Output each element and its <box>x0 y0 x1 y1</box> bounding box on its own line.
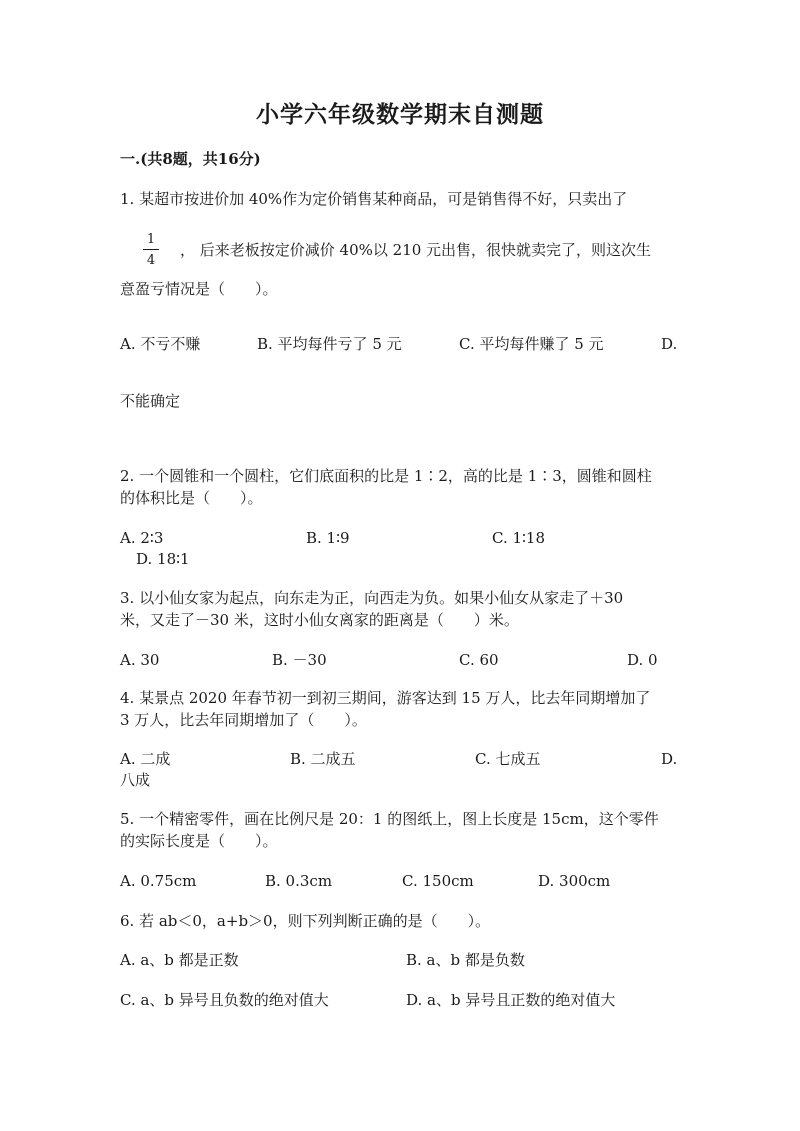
question-3-option-b: B. －30 <box>272 651 327 669</box>
question-1-option-c: C. 平均每件赚了 5 元 <box>459 335 604 353</box>
question-4-option-b: B. 二成五 <box>290 750 356 768</box>
question-1-text-line-3: 意盈亏情况是（ ）。 <box>120 280 278 298</box>
question-2-text-line-2: 的体积比是（ ）。 <box>120 489 263 507</box>
question-1-option-a: A. 不亏不赚 <box>120 335 201 353</box>
question-5-text-line-1: 5. 一个精密零件，画在比例尺是 20：1 的图纸上，图上长度是 15cm，这个零件 <box>120 810 659 828</box>
question-2-text-line-1: 2. 一个圆锥和一个圆柱，它们底面积的比是 1∶2，高的比是 1∶3，圆锥和圆柱 <box>120 467 652 485</box>
fraction-numerator: 1 <box>146 232 156 247</box>
question-4-option-d-text: 八成 <box>120 771 151 789</box>
question-5-option-d: D. 300cm <box>538 872 611 890</box>
question-2-option-d: D. 18∶1 <box>136 550 190 568</box>
question-6-option-b: B. a、b 都是负数 <box>406 951 525 969</box>
question-2-option-c: C. 1∶18 <box>492 529 546 547</box>
question-1-text-line-2: ， 后来老板按定价减价 40%以 210 元出售，很快就卖完了，则这次生 <box>180 241 652 259</box>
question-5-option-b: B. 0.3cm <box>265 872 333 890</box>
question-3-option-c: C. 60 <box>459 651 499 669</box>
question-2-option-b: B. 1∶9 <box>306 529 350 547</box>
question-5-text-line-2: 的实际长度是（ ）。 <box>120 832 278 850</box>
question-6-option-a: A. a、b 都是正数 <box>120 951 239 969</box>
question-6-text-line-1: 6. 若 ab＜0，a+b＞0，则下列判断正确的是（ ）。 <box>120 912 491 930</box>
fraction-denominator: 4 <box>146 253 156 268</box>
question-6-option-c: C. a、b 异号且负数的绝对值大 <box>120 991 329 1009</box>
question-1-fraction <box>143 232 159 268</box>
question-3-option-d: D. 0 <box>627 651 658 669</box>
fraction-bar <box>143 249 159 250</box>
question-3-text-line-1: 3. 以小仙女家为起点，向东走为正，向西走为负。如果小仙女从家走了＋30 <box>120 589 624 607</box>
question-3-text-line-2: 米，又走了－30 米，这时小仙女离家的距离是（ ）米。 <box>120 611 519 629</box>
question-1-option-d: D. <box>661 335 678 353</box>
question-4-text-line-2: 3 万人，比去年同期增加了（ ）。 <box>120 711 367 729</box>
question-1-option-b: B. 平均每件亏了 5 元 <box>257 335 402 353</box>
question-2-option-a: A. 2∶3 <box>120 529 164 547</box>
question-1-text-line-1: 1. 某超市按进价加 40%作为定价销售某种商品，可是销售得不好，只卖出了 <box>120 190 628 208</box>
question-4-text-line-1: 4. 某景点 2020 年春节初一到初三期间，游客达到 15 万人，比去年同期增加了 <box>120 689 651 707</box>
question-4-option-c: C. 七成五 <box>475 750 541 768</box>
question-5-option-c: C. 150cm <box>402 872 474 890</box>
question-4-option-d: D. <box>661 750 678 768</box>
question-3-option-a: A. 30 <box>120 651 160 669</box>
question-5-option-a: A. 0.75cm <box>120 872 197 890</box>
page-title: 小学六年级数学期末自测题 <box>256 101 544 128</box>
question-4-option-a: A. 二成 <box>120 750 171 768</box>
question-1-option-d-text: 不能确定 <box>120 392 181 410</box>
section-heading: 一.(共8题，共16分) <box>120 150 261 168</box>
question-6-option-d: D. a、b 异号且正数的绝对值大 <box>406 991 616 1009</box>
